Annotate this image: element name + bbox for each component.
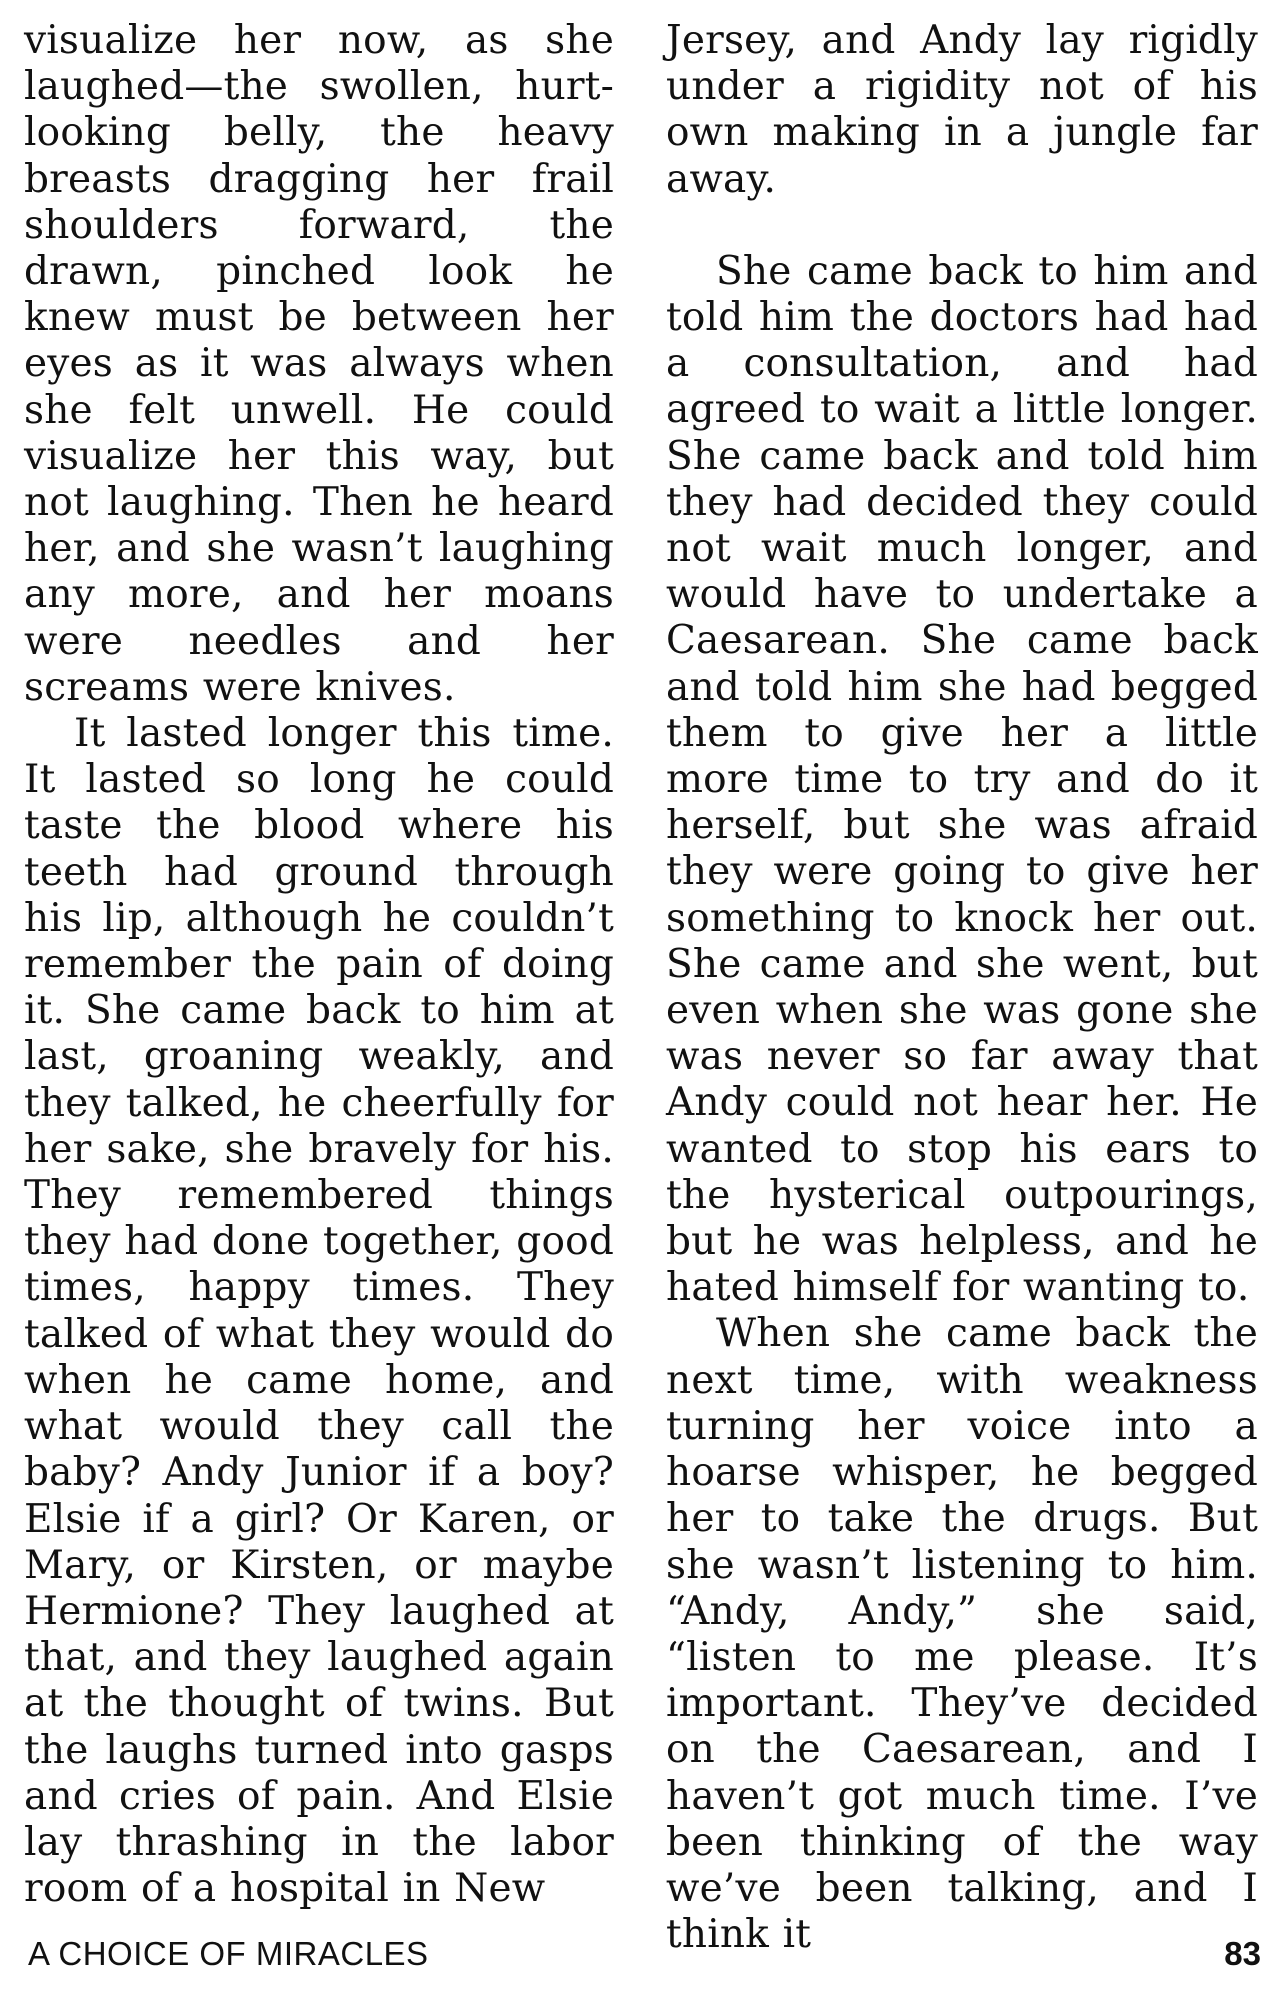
running-title: A CHOICE OF MIRACLES [28,1935,429,1972]
right-paragraph-3: When she came back the next time, with weakness turning her voice into a hoarse whisper, he begged her to take the drugs. But she wasn’t listening to him. “Andy, Andy,” she said, “listen to me please. It’s important. They’ve decided on the Caesarean, and I haven’t got much time. I’ve been thinking of the way we’ve been talking, and I think it [666,1311,1258,1958]
right-text-column [666,18,1258,1958]
section-break [666,203,1258,249]
right-paragraph-2: She came back to him and told him the doctors had had a consultation, and had agreed to wait a little longer. She came back and told him they had decided they could not wait much longer, and would have to undertake a Caesarean. She came back and told him she had begged them to give her a little more time to try and do it herself, but she was afraid they were going to give her something to knock her out. She came and she went, but even when she was gone she was never so far away that Andy could not hear her. He wanted to stop his ears to the hysterical outpourings, but he was helpless, and he hated himself for wanting to. [666,248,1258,1311]
page-footer [0,1935,1283,1985]
left-paragraph-2: It lasted longer this time. It lasted so long he could taste the blood where his teeth had ground through his lip, although he couldn’t remember the pain of doing it. She came back to him at last, groaning weakly, and they talked, he cheerfully for her sake, she bravely for his. They remembered things they had done together, good times, happy times. They talked of what they would do when he came home, and what would they call the baby? Andy Junior if a boy? Elsie if a girl? Or Karen, or Mary, or Kirsten, or maybe Hermione? They laughed at that, and they laughed again at the thought of twins. But the laughs turned into gasps and cries of pain. And Elsie lay thrashing in the labor room of a hospital in New [24,711,614,1912]
right-paragraph-1: Jersey, and Andy lay rigidly under a rigidity not of his own making in a jungle far away. [666,18,1258,202]
left-paragraph-1: visualize her now, as she laughed—the swollen, hurt-looking belly, the heavy breasts dragging her frail shoulders forward, the drawn, pinched look he knew must be between her eyes as it was always when she felt unwell. He could visualize her this way, but not laughing. Then he heard her, and she wasn’t laughing any more, and her moans were needles and her screams were knives. [24,18,614,710]
left-text-column [24,18,614,1912]
page-number: 83 [1224,1935,1261,1972]
